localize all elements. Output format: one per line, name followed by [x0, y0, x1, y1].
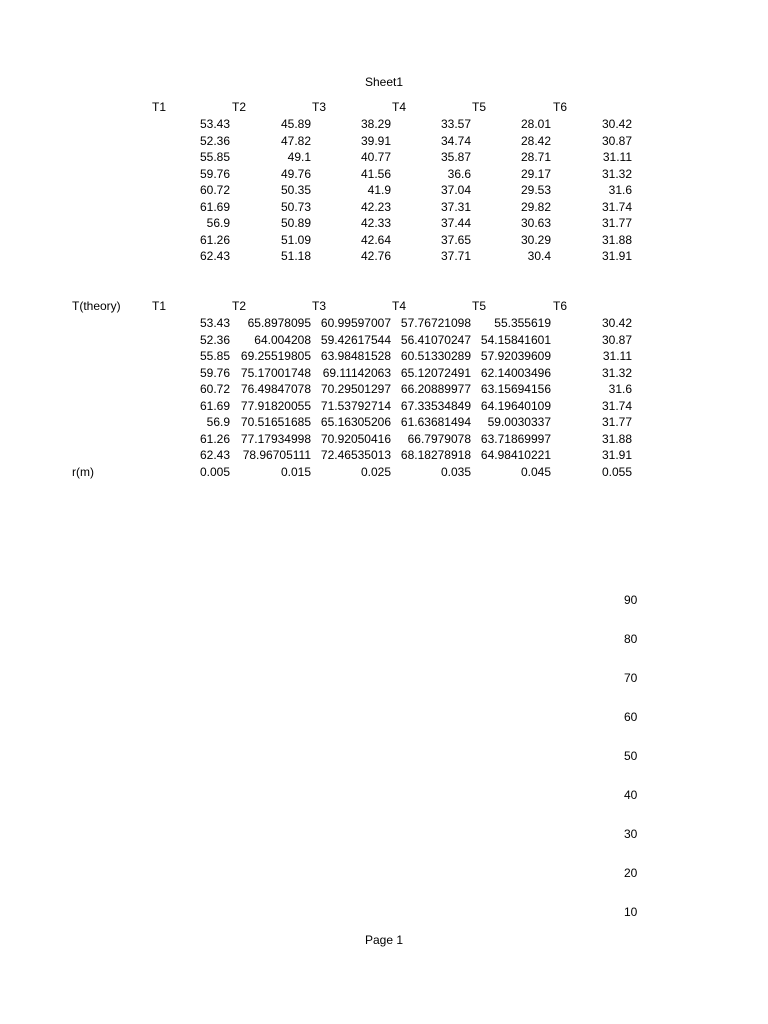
table-cell: 65.12072491 [400, 365, 471, 380]
table-row [0, 215, 768, 231]
table-cell: 41.9 [367, 183, 391, 197]
table-cell: 37.65 [440, 232, 471, 247]
table-row [0, 447, 768, 463]
header-row [0, 298, 768, 314]
table-cell: 66.20889977 [400, 382, 471, 396]
row-label-radius: r(m) [72, 464, 94, 479]
table-cell: 38.29 [360, 117, 391, 131]
table-cell: 63.15694156 [480, 382, 551, 396]
table-cell: 59.0030337 [487, 415, 551, 429]
table-cell: 31.6 [608, 183, 632, 197]
table-row [0, 232, 768, 248]
table-cell: 51.18 [280, 249, 311, 263]
table-cell: 49.76 [280, 166, 311, 181]
table-cell: 40.77 [360, 150, 391, 164]
table-cell: 31.77 [601, 216, 632, 230]
column-header: T3 [312, 299, 327, 313]
table-cell: 30.63 [520, 216, 551, 230]
table-cell: 30.42 [601, 316, 632, 330]
table-row [0, 133, 768, 149]
table-cell: 31.11 [602, 150, 632, 164]
table-cell: 53.43 [199, 117, 230, 131]
radius-cell: 0.015 [280, 464, 311, 479]
column-header: T4 [392, 299, 407, 313]
table-cell: 60.72 [199, 382, 230, 396]
table-cell: 29.53 [520, 183, 551, 197]
table-cell: 31.32 [601, 365, 632, 380]
table-cell: 75.17001748 [240, 365, 311, 380]
table-cell: 31.88 [601, 232, 632, 247]
table-row [0, 116, 768, 132]
row-label-theory: T(theory) [72, 299, 121, 313]
table-cell: 59.76 [199, 166, 230, 181]
table-cell: 31.32 [601, 166, 632, 181]
column-header: T1 [152, 100, 167, 114]
table-cell: 69.11142063 [322, 365, 391, 380]
table-cell: 30.4 [527, 249, 551, 263]
table-cell: 53.43 [199, 316, 230, 330]
table-cell: 62.43 [199, 448, 230, 462]
table-row [0, 431, 768, 447]
axis-tick-label: 40 [624, 788, 638, 802]
table-cell: 70.92050416 [320, 431, 391, 446]
table-cell: 30.29 [520, 232, 551, 247]
table-cell: 64.19640109 [480, 398, 551, 413]
radius-row [0, 464, 768, 480]
table-cell: 42.23 [360, 199, 391, 214]
table-cell: 30.42 [601, 117, 632, 131]
table-cell: 28.71 [520, 150, 551, 164]
column-header: T5 [472, 100, 487, 114]
table-cell: 34.74 [440, 133, 471, 148]
table-cell: 77.17934998 [240, 431, 311, 446]
table-cell: 55.85 [199, 150, 230, 164]
table-row [0, 199, 768, 215]
table-cell: 31.74 [601, 199, 632, 214]
column-header: T2 [232, 100, 247, 114]
table-cell: 61.26 [199, 232, 230, 247]
table-cell: 31.11 [602, 349, 632, 363]
table-cell: 59.76 [199, 365, 230, 380]
table-cell: 51.09 [280, 232, 311, 247]
radius-cell: 0.025 [360, 464, 391, 479]
table-cell: 65.16305206 [320, 415, 391, 429]
table-cell: 61.69 [199, 199, 230, 214]
table-cell: 70.29501297 [320, 382, 391, 396]
table-cell: 37.04 [440, 183, 471, 197]
table-cell: 62.14003496 [480, 365, 551, 380]
table-cell: 30.87 [601, 332, 632, 347]
axis-tick-label: 70 [624, 671, 638, 685]
column-header: T3 [312, 100, 327, 114]
table-cell: 31.6 [608, 382, 632, 396]
table-cell: 61.26 [199, 431, 230, 446]
sheet-title: Sheet1 [364, 75, 404, 89]
axis-tick-label: 20 [624, 866, 638, 880]
column-header: T1 [152, 299, 167, 313]
table-cell: 64.98410221 [480, 448, 551, 462]
table-cell: 49.1 [287, 150, 311, 164]
table-cell: 68.18278918 [400, 448, 471, 462]
table-cell: 37.31 [440, 199, 471, 214]
table-cell: 50.89 [280, 216, 311, 230]
table-cell: 77.91820055 [240, 398, 311, 413]
table-cell: 47.82 [280, 133, 311, 148]
table-cell: 42.76 [360, 249, 391, 263]
table-cell: 76.49847078 [240, 382, 311, 396]
table-cell: 28.42 [520, 133, 551, 148]
column-header: T2 [232, 299, 247, 313]
table-cell: 39.91 [360, 133, 391, 148]
table-row [0, 149, 768, 165]
table-cell: 60.72 [199, 183, 230, 197]
table-cell: 56.9 [206, 216, 230, 230]
table-cell: 72.46535013 [320, 448, 391, 462]
table-cell: 71.53792714 [320, 398, 391, 413]
table-row [0, 332, 768, 348]
table-cell: 57.76721098 [400, 316, 471, 330]
table-row [0, 365, 768, 381]
table-cell: 61.69 [199, 398, 230, 413]
table-row [0, 315, 768, 331]
table-row [0, 381, 768, 397]
column-header: T5 [472, 299, 487, 313]
table-cell: 31.91 [601, 249, 632, 263]
table-cell: 61.63681494 [400, 415, 471, 429]
table-cell: 62.43 [199, 249, 230, 263]
table-cell: 55.85 [199, 349, 230, 363]
table-row [0, 414, 768, 430]
axis-tick-label: 80 [624, 632, 638, 646]
table-cell: 31.74 [601, 398, 632, 413]
table-row [0, 182, 768, 198]
table-cell: 31.91 [601, 448, 632, 462]
radius-cell: 0.045 [520, 464, 551, 479]
table-cell: 59.42617544 [320, 332, 391, 347]
table-cell: 30.87 [601, 133, 632, 148]
table-cell: 60.51330289 [400, 349, 471, 363]
axis-tick-label: 50 [624, 749, 638, 763]
table-cell: 70.51651685 [240, 415, 311, 429]
table-cell: 29.82 [520, 199, 551, 214]
table-cell: 50.35 [280, 183, 311, 197]
table-cell: 28.01 [520, 117, 551, 131]
axis-tick-label: 90 [624, 593, 638, 607]
radius-cell: 0.055 [601, 464, 632, 479]
table-cell: 42.64 [360, 232, 391, 247]
table-cell: 37.44 [440, 216, 471, 230]
table-cell: 63.98481528 [320, 349, 391, 363]
table-cell: 29.17 [520, 166, 551, 181]
table-cell: 37.71 [440, 249, 471, 263]
table-row [0, 348, 768, 364]
table-cell: 69.25519805 [240, 349, 311, 363]
table-cell: 63.71869997 [480, 431, 551, 446]
table-cell: 78.96705111 [242, 448, 311, 462]
page-footer: Page 1 [364, 933, 404, 947]
axis-tick-label: 10 [624, 905, 638, 919]
table-cell: 60.99597007 [320, 316, 391, 330]
table-cell: 54.15841601 [480, 332, 551, 347]
table-cell: 52.36 [199, 332, 230, 347]
table-cell: 31.77 [601, 415, 632, 429]
table-cell: 45.89 [280, 117, 311, 131]
table-row [0, 398, 768, 414]
table-cell: 35.87 [440, 150, 471, 164]
table-row [0, 166, 768, 182]
clipped-chart-axis [612, 592, 638, 919]
table-cell: 36.6 [447, 166, 471, 181]
radius-cell: 0.035 [440, 464, 471, 479]
table-cell: 50.73 [280, 199, 311, 214]
radius-cell: 0.005 [199, 464, 230, 479]
table-cell: 41.56 [360, 166, 391, 181]
table-cell: 31.88 [601, 431, 632, 446]
table-cell: 56.41070247 [400, 332, 471, 347]
table-cell: 65.8978095 [247, 316, 311, 330]
table-cell: 56.9 [206, 415, 230, 429]
column-header: T6 [553, 299, 568, 313]
table-cell: 42.33 [360, 216, 391, 230]
table-cell: 64.004208 [254, 332, 311, 347]
axis-tick-label: 60 [624, 710, 638, 724]
table-cell: 57.92039609 [480, 349, 551, 363]
table-cell: 33.57 [440, 117, 471, 131]
table-row [0, 248, 768, 264]
table-cell: 52.36 [199, 133, 230, 148]
table-cell: 66.7979078 [407, 431, 471, 446]
column-header: T4 [392, 100, 407, 114]
column-header: T6 [553, 100, 568, 114]
table-cell: 67.33534849 [400, 398, 471, 413]
axis-tick-label: 30 [624, 827, 638, 841]
table-cell: 55.355619 [494, 316, 551, 330]
header-row [0, 99, 768, 115]
